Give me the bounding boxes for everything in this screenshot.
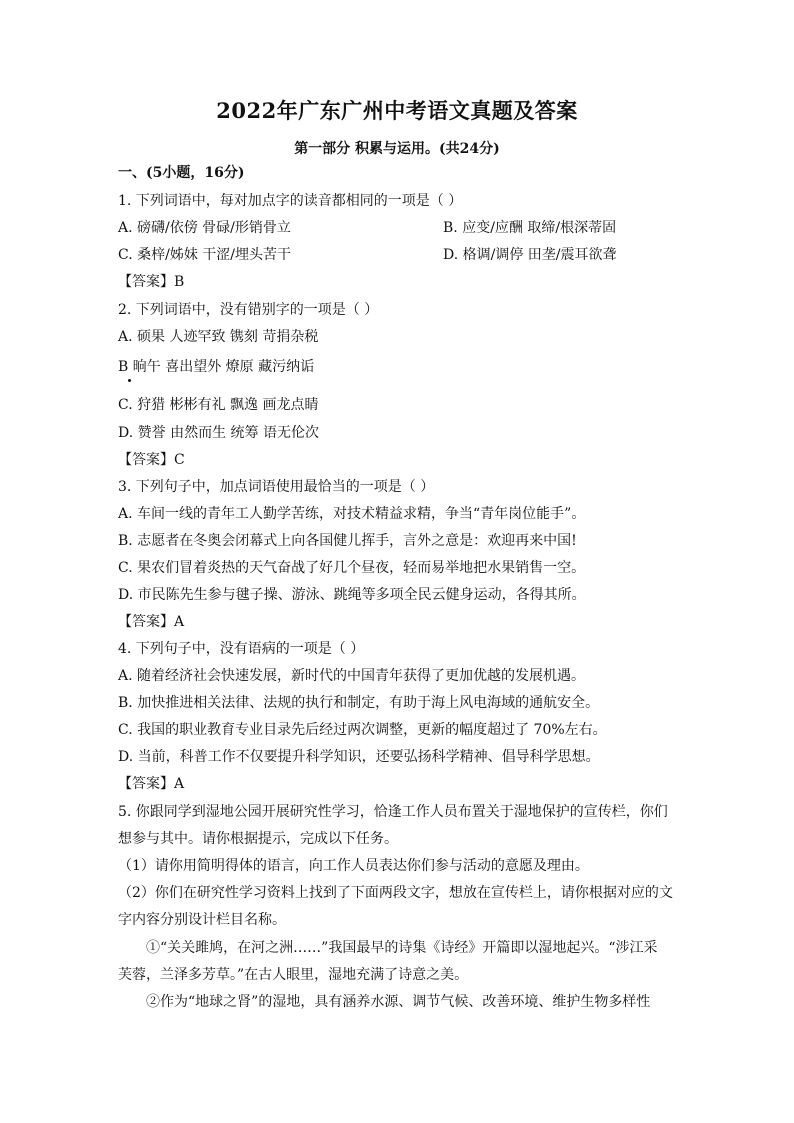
q4-option-b: B. 加快推进相关法律、法规的执行和制定，有助于海上风电海域的通航安全。 <box>118 695 600 711</box>
q1-option-b: B. 应变/应酬 取缔/根深蒂固 <box>443 220 617 236</box>
q2-option-c: C. 狩猎 彬彬有礼 飘逸 画龙点睛 <box>118 397 319 413</box>
q5-task2-line2: 字内容分别设计栏目名称。 <box>118 912 286 928</box>
emphasis-dot <box>128 379 131 382</box>
q1-option-d: D. 格调/调停 田垄/震耳欲聋 <box>443 247 617 263</box>
q3-option-a: A. 车间一线的青年工人勤学苦练，对技术精益求精，争当“青年岗位能手”。 <box>118 506 586 522</box>
q1-option-a: A. 磅礴/依傍 骨碌/形销骨立 <box>118 220 291 236</box>
q3-option-b: B. 志愿者在冬奥会闭幕式上向各国健儿挥手，言外之意是：欢迎再来中国! <box>118 533 577 549</box>
q1-option-c: C. 桑梓/姊妹 干涩/埋头苦干 <box>118 247 291 263</box>
q1-stem: 1. 下列词语中，每对加点字的读音都相同的一项是（ ） <box>118 193 463 209</box>
q2-option-d: D. 赞誉 由然而生 统筹 语无伦次 <box>118 425 319 441</box>
q4-stem: 4. 下列句子中，没有语病的一项是（ ） <box>118 641 365 657</box>
q4-answer: 【答案】A <box>118 776 185 792</box>
q5-stem-line2: 想参与其中。请你根据提示，完成以下任务。 <box>118 831 398 847</box>
q4-option-d: D. 当前，科普工作不仅要提升科学知识，还要弘扬科学精神、倡导科学思想。 <box>118 749 600 765</box>
document-title: 2022年广东广州中考语文真题及答案 <box>216 98 578 123</box>
q1-answer: 【答案】B <box>118 274 185 290</box>
q3-answer: 【答案】A <box>118 614 185 630</box>
q5-passage1-line2: 芙蓉，兰泽多芳草。”在古人眼里，湿地充满了诗意之美。 <box>118 967 469 983</box>
q5-stem-line1: 5. 你跟同学到湿地公园开展研究性学习，恰逢工作人员布置关于湿地保护的宣传栏，你们 <box>118 804 668 820</box>
q3-stem: 3. 下列句子中，加点词语使用最恰当的一项是（ ） <box>118 479 435 495</box>
q3-option-c: C. 果农们冒着炎热的天气奋战了好几个昼夜，轻而易举地把水果销售一空。 <box>118 560 586 576</box>
q5-task2-line1: （2）你们在研究性学习资料上找到了下面两段文字，想放在宣传栏上，请你根据对应的文 <box>118 885 673 901</box>
q5-passage1-line1: ①“关关雎鸠，在河之洲……”我国最早的诗集《诗经》开篇即以湿地起兴。“涉江采 <box>146 940 658 956</box>
q4-option-a: A. 随着经济社会快速发展，新时代的中国青年获得了更加优越的发展机遇。 <box>118 668 586 684</box>
q2-stem: 2. 下列词语中，没有错别字的一项是（ ） <box>118 302 379 318</box>
q2-option-b: B 晌午 喜出望外 燎原 藏污纳诟 <box>118 359 315 375</box>
q5-passage2-line1: ②作为“地球之肾”的湿地，具有涵养水源、调节气候、改善环境、维护生物多样性 <box>146 994 651 1010</box>
q3-option-d: D. 市民陈先生参与毽子操、游泳、跳绳等多项全民云健身运动，各得其所。 <box>118 587 586 603</box>
q2-answer: 【答案】C <box>118 452 185 468</box>
q5-task1: （1）请你用简明得体的语言，向工作人员表达你们参与活动的意愿及理由。 <box>118 858 589 874</box>
q4-option-c: C. 我国的职业教育专业目录先后经过两次调整，更新的幅度超过了 70%左右。 <box>118 722 607 738</box>
part-heading: 第一部分 积累与运用。(共24分) <box>294 141 500 157</box>
section-heading: 一、(5小题，16分) <box>118 165 245 181</box>
q2-option-a: A. 硕果 人迹罕致 镌刻 苛捐杂税 <box>118 329 319 345</box>
